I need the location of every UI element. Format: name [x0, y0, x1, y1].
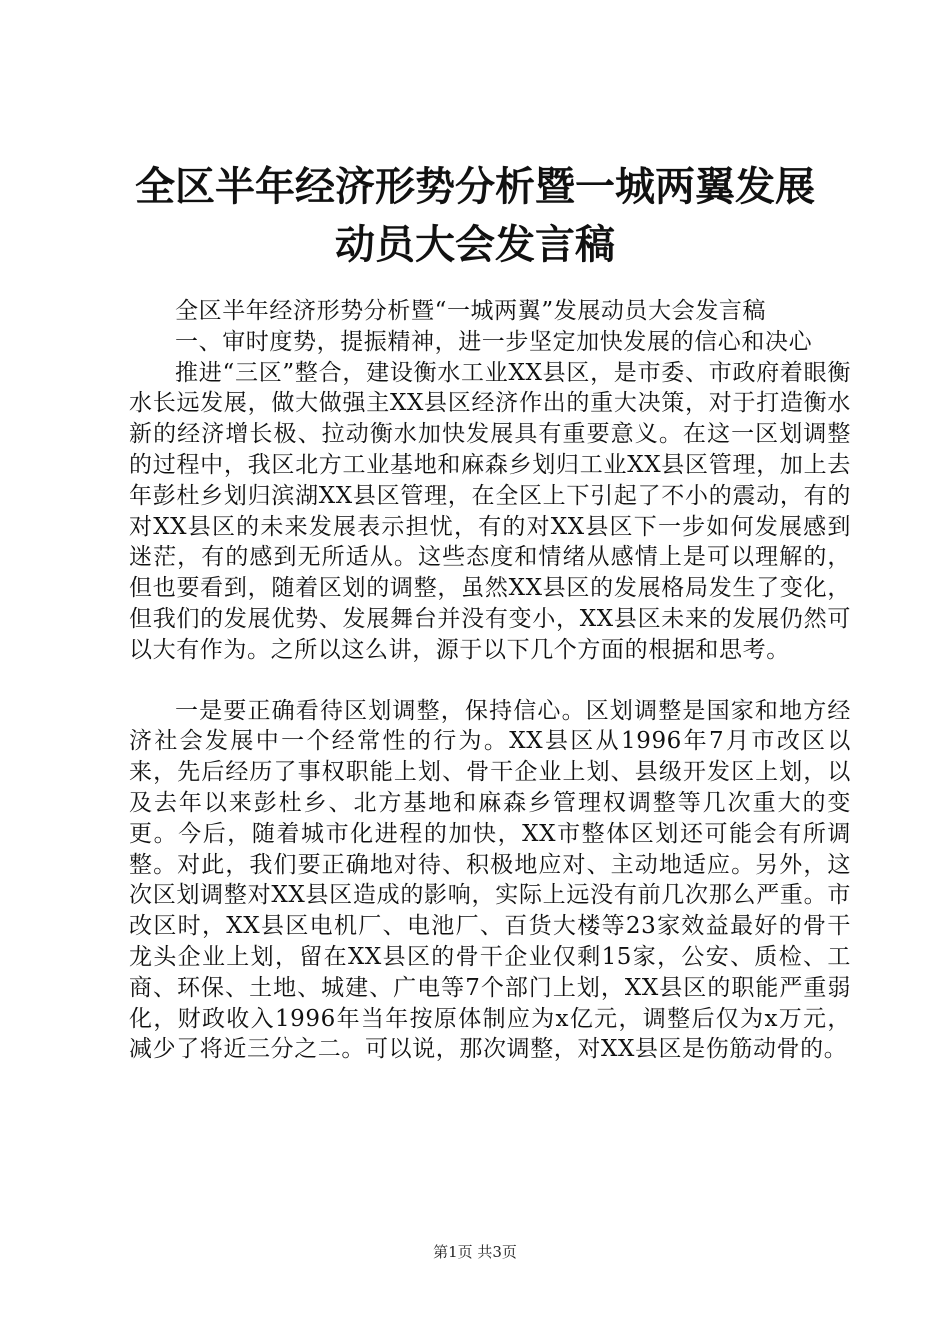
page-footer: 第1页 共3页 — [433, 1243, 517, 1261]
document-body — [129, 296, 851, 1065]
document-title: 全区半年经济形势分析暨一城两翼发展动员大会发言稿 — [135, 163, 815, 268]
paragraph-body: 推进“三区”整合，建设衡水工业XX县区，是市委、市政府着眼衡水长远发展，做大做强主XX县区经济作出的重大决策，对于打造衡水新的经济增长极、拉动衡水加快发展具有重要意义。在这一区划调整的过程中，我区北方工业基地和麻森乡划归工业XX县区管理，加上去年彭杜乡划归滨湖XX县区管理，在全区上下引起了不小的震动，有的对XX县区的未来发展表示担忧，有的对XX县区下一步如何发展感到迷茫，有的感到无所适从。这些态度和情绪从感情上是可以理解的，但也要看到，随着区划的调整，虽然XX县区的发展格局发生了变化，但我们的发展优势、发展舞台并没有变小，XX县区未来的发展仍然可以大有作为。之所以这么讲，源于以下几个方面的根据和思考。 — [129, 359, 851, 663]
paragraph-heading: 全区半年经济形势分析暨“一城两翼”发展动员大会发言稿 — [175, 298, 767, 324]
paragraph-body: 一是要正确看待区划调整，保持信心。区划调整是国家和地方经济社会发展中一个经常性的行为。XX县区从1996年7月市改区以来，先后经历了事权职能上划、骨干企业上划、县级开发区上划，以及去年以来彭杜乡、北方基地和麻森乡管理权调整等几次重大的变更。今后，随着城市化进程的加快，XX市整体区划还可能会有所调整。对此，我们要正确地对待、积极地应对、主动地适应。另外，这次区划调整对XX县区造成的影响，实际上远没有前几次那么严重。市改区时，XX县区电机厂、电池厂、百货大楼等23家效益最好的骨干龙头企业上划，留在XX县区的骨干企业仅剩15家，公安、质检、工商、环保、土地、城建、广电等7个部门上划，XX县区的职能严重弱化，财政收入1996年当年按原体制应为x亿元，调整后仅为x万元，减少了将近三分之二。可以说，那次调整，对XX县区是伤筋动骨的。 — [129, 697, 851, 1063]
paragraph-section-one: 一、审时度势，提振精神，进一步坚定加快发展的信心和决心 — [175, 328, 813, 355]
